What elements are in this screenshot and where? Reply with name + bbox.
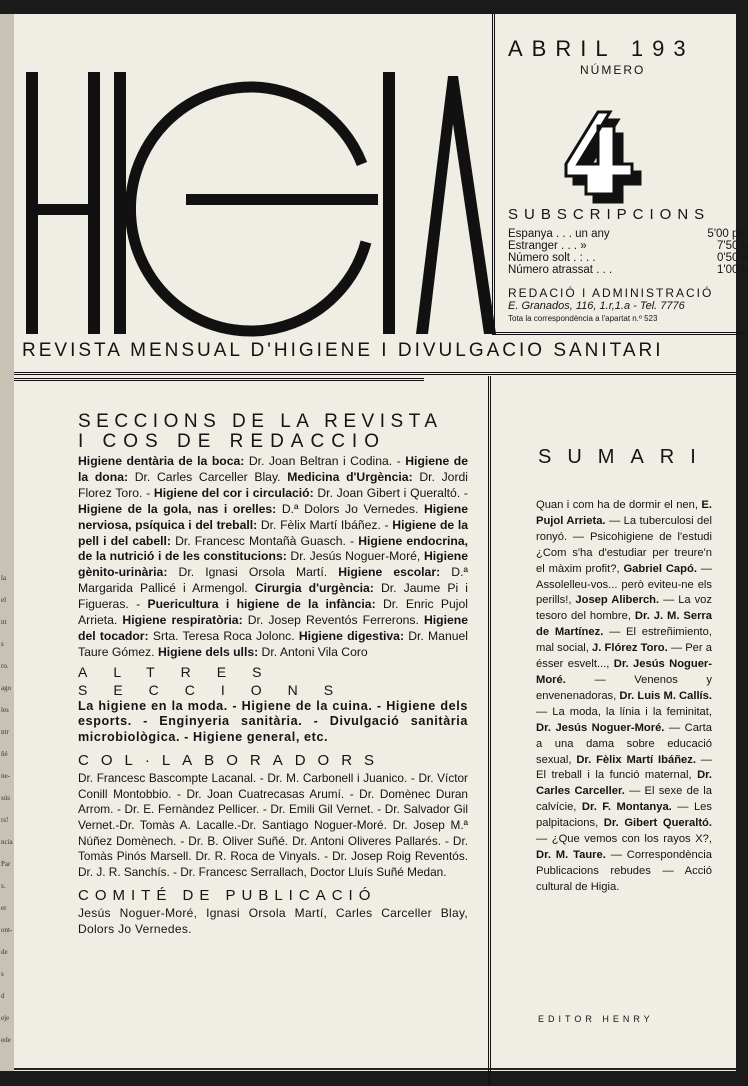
- adjacent-page-fragment: ro.: [1, 662, 9, 670]
- section-editor: Dr. Joan Beltran i Codina. -: [244, 454, 406, 468]
- section-title: Higiene respiratòria:: [122, 613, 243, 628]
- summary-article: — Venenos y envenenadoras,: [536, 673, 712, 702]
- price-value: 0'50 »: [717, 252, 748, 264]
- divider-rule: [14, 372, 736, 375]
- summary-author: Dr. Jesús Noguer-Moré.: [536, 658, 713, 686]
- section-entry: [122, 613, 424, 627]
- summary-article: — Les palpitacions,: [536, 801, 712, 830]
- section-title: Higiene escolar:: [338, 565, 441, 580]
- adjacent-page-fragment: de: [1, 948, 8, 956]
- adjacent-page-fragment: ncia: [1, 838, 13, 846]
- summary-article: — La voz tesoro del hombre,: [536, 594, 712, 623]
- section-editor: Dr. Fèlix Martí Ibáñez. -: [257, 517, 393, 532]
- divider-rule-short: [14, 378, 424, 381]
- price-row: [508, 240, 748, 252]
- section-editor: Dr. Antoni Vila Coro: [258, 644, 368, 659]
- summary-article: — Carta a una dama sobre educació sexual,: [536, 721, 712, 766]
- summary-author: Dr. Luis M. Callís.: [619, 689, 712, 702]
- summary-article: — El estreñimiento, mal social,: [536, 626, 712, 655]
- price-label: Estranger . . . »: [508, 240, 587, 252]
- editor-credit: EDITOR HENRY: [538, 1014, 654, 1024]
- adjacent-page-fragment: Par: [1, 860, 11, 868]
- section-title: Higiene dentària de la boca:: [78, 454, 245, 468]
- summary-author: Dr. Fèlix Martí Ibáñez.: [576, 753, 696, 766]
- section-entry: [154, 486, 468, 500]
- adjacent-page-fragment: ede: [1, 1036, 11, 1044]
- price-label: Número atrassat . . .: [508, 264, 613, 276]
- adjacent-page-fragment: sús: [1, 794, 10, 802]
- section-entry: [78, 502, 424, 516]
- adjacent-page-fragment: ago: [1, 684, 12, 692]
- section-editor: Dr. Ignasi Orsola Martí.: [167, 565, 339, 580]
- adjacent-page-fragment: er: [1, 904, 7, 912]
- price-value: 5'00 pte: [707, 228, 748, 240]
- subscription-price-table: [508, 228, 748, 276]
- other-sections-heading: ALTRES SECCIONS: [78, 663, 360, 698]
- summary-author: Dr. J. M. Serra de Martínez.: [536, 610, 713, 639]
- adjacent-page-fragment: nt: [1, 618, 7, 626]
- adjacent-page-fragment: d: [1, 992, 5, 1000]
- summary-author: Gabriel Capó.: [623, 562, 697, 575]
- section-editor: Srta. Teresa Roca Jolonc.: [148, 628, 299, 643]
- summary-author: Dr. Jesús Noguer-Moré.: [536, 721, 665, 734]
- section-title: Higiene dels ulls:: [157, 644, 259, 659]
- summary-article: — El treball i la funció maternal,: [536, 753, 712, 782]
- section-entry: [78, 454, 405, 468]
- section-title: Higiene digestiva:: [298, 628, 405, 643]
- adjacent-page-strip: [0, 14, 14, 1071]
- collaborators-list: Dr. Francesc Bascompte Lacanal. - Dr. M. Carbonell i Juanico. - Dr. Víctor Conill Montobbio. - Dr. Joan Cuatrecasas Arumí. - Dr. Domènec Duran Arrom. - Dr. E. Fernàndez Pellicer. - Dr. Emili Gil Vernet. - Dr. Salvador Gil Vernet.-Dr. Tomàs A. Lacalle.-Dr. Santiago Noguer-Moré. Dr. Josep M.ª Núñez Domènech. - Dr. B. Oliver Suñé. Dr. Antoni Oliveres Pallarés. - Dr. Tomàs Pinós Marsell. Dr. R. Roca de Vinyals. - Dr. Josep Roig Reventós. Dr. J. R. Sanchís. - Dr. Francesc Serrallach, Doctor Lluís Suñé Medan.: [78, 771, 468, 879]
- section-editor: Dr. Enric Pujol Arrieta.: [78, 597, 468, 628]
- editorial-staff-heading: I COS DE REDACCIO: [78, 431, 386, 452]
- correspondence-note: Tota la correspondència a l'apartat n.º 523: [508, 314, 658, 323]
- summary-author: Dr. F. Montanya.: [581, 801, 672, 814]
- magazine-page: [14, 14, 748, 1071]
- summary-author: J. Flórez Toro.: [592, 642, 668, 655]
- section-title: Higiene de la dona:: [78, 454, 468, 484]
- summary-author: Josep Aliberch.: [575, 594, 660, 607]
- summary-article: — La moda, la línia i la feminitat,: [536, 705, 712, 718]
- section-editor: Dr. Jesús Noguer-Moré,: [286, 549, 424, 564]
- adjacent-page-fragment: ñé: [1, 750, 8, 758]
- adjacent-page-fragment: s.: [1, 882, 6, 890]
- administration-heading: REDACIÓ I ADMINISTRACIÓ: [508, 286, 714, 300]
- summary-article: — El sexe de la calvície,: [536, 785, 712, 814]
- section-editor: Dr. Manuel Taure Gómez.: [78, 628, 469, 659]
- section-editor: D.ª Margarida Pallicé i Armengol.: [78, 565, 468, 596]
- sections-column: [78, 412, 468, 938]
- summary-author: Dr. Gibert Queraltó.: [603, 817, 712, 830]
- sections-entries: [78, 454, 468, 661]
- collaborators-heading: COL·LABORADORS: [78, 752, 387, 770]
- summary-author: Dr. M. Taure.: [536, 848, 606, 861]
- adjacent-page-fragment: ont-: [1, 926, 13, 934]
- adjacent-page-fragment: la: [1, 574, 7, 582]
- administration-address: E. Granados, 116, 1.r,1.a - Tel. 7776: [508, 300, 685, 312]
- summary-article: — Correspondència Publicacions rebudes — Acció cultural de Higia.: [536, 848, 713, 893]
- section-title: Higiene nerviosa, psíquica i del treball:: [78, 501, 468, 532]
- section-editor: Dr. Jordi Florez Toro. -: [78, 469, 469, 500]
- section-title: Higiene gènito-urinària:: [78, 549, 468, 580]
- page-bottom-edge: [14, 1068, 736, 1070]
- section-editor: D.ª Dolors Jo Vernedes.: [276, 501, 424, 516]
- price-row: [508, 252, 748, 264]
- issue-date: ABRIL 193: [508, 36, 695, 61]
- section-title: Higiene del tocador:: [78, 613, 468, 643]
- section-editor: Dr. Josep Reventós Ferrerons.: [242, 613, 424, 628]
- adjacent-page-fragment: ntr: [1, 728, 9, 736]
- section-title: Higiene endocrina, de la nutrició i de les constitucions:: [78, 533, 468, 564]
- sections-heading: SECCIONS DE LA REVISTA: [78, 411, 443, 432]
- section-title: Higiene de la gola, nas i orelles:: [78, 501, 277, 516]
- summary-contents: [536, 498, 712, 896]
- summary-article: — Assolelleu-vos... però eviteu-ne els perills!,: [536, 562, 712, 607]
- price-label: Número solt . : . .: [508, 252, 596, 264]
- section-editor: Dr. Joan Gibert i Queraltó. -: [313, 485, 468, 500]
- price-row: [508, 264, 748, 276]
- summary-article: — ¿Que vemos con los rayos X?,: [536, 833, 712, 846]
- section-title: Higiene del cor i circulació:: [153, 485, 314, 500]
- adjacent-page-fragment: s: [1, 970, 4, 978]
- summary-author: E. Pujol Arrieta.: [536, 499, 712, 527]
- summary-article: — La tuberculosi del ronyó. — Psicohigiene de l'estudi ¿Com s'ha d'estudiar per treure'n el màxim profit?,: [536, 514, 712, 575]
- section-editor: Dr. Carles Carceller Blay.: [128, 469, 288, 484]
- issue-number-graphic: [562, 84, 682, 204]
- summary-article: Quan i com ha de dormir el nen,: [536, 499, 702, 511]
- price-label: Espanya . . . un any: [508, 228, 610, 240]
- adjacent-page-fragment: eje: [1, 1014, 10, 1022]
- adjacent-page-fragment: el: [1, 596, 7, 604]
- magazine-subtitle: REVISTA MENSUAL D'HIGIENE I DIVULGACIO SANITARI: [22, 340, 664, 361]
- section-editor: Dr. Francesc Montañà Guasch. -: [170, 533, 359, 548]
- section-title: Puericultura i higiene de la infància:: [147, 597, 376, 612]
- section-title: Higiene de la pell i del cabell:: [78, 517, 468, 548]
- price-row: [508, 228, 748, 240]
- price-value: 7'50 »: [717, 240, 748, 252]
- section-entry: [158, 645, 368, 659]
- other-sections-list: La higiene en la moda. - Higiene de la cuina. - Higiene dels esports. - Enginyeria sanitària. - Divulgació sanitària microbiològica. - Higiene general, etc.: [78, 698, 468, 744]
- section-title: Cirurgia d'urgència:: [254, 581, 374, 596]
- issue-number-label: NÚMERO: [580, 63, 646, 77]
- adjacent-page-fragment: les: [1, 706, 9, 714]
- summary-heading: SUMARI: [538, 446, 712, 468]
- publication-committee-heading: COMITÉ DE PUBLICACIÓ: [78, 887, 377, 905]
- section-title: Medicina d'Urgència:: [287, 469, 413, 484]
- higia-logo: [26, 54, 486, 334]
- publication-committee-list: Jesús Noguer-Moré, Ignasi Orsola Martí, Carles Carceller Blay, Dolors Jo Vernedes.: [78, 906, 468, 937]
- summary-author: Dr. Carles Carceller.: [536, 769, 712, 798]
- adjacent-page-fragment: s: [1, 640, 4, 648]
- column-divider: [488, 376, 491, 1086]
- summary-article: — Per a ésser esvelt...,: [536, 642, 712, 671]
- adjacent-page-fragment: rs!: [1, 816, 9, 824]
- price-value: 1'00 »: [717, 264, 748, 276]
- section-editor: Dr. Jaume Pi i Figueras. -: [78, 581, 469, 612]
- adjacent-page-fragment: ne-: [1, 772, 10, 780]
- subscriptions-heading: SUBSCRIPCIONS: [508, 206, 711, 223]
